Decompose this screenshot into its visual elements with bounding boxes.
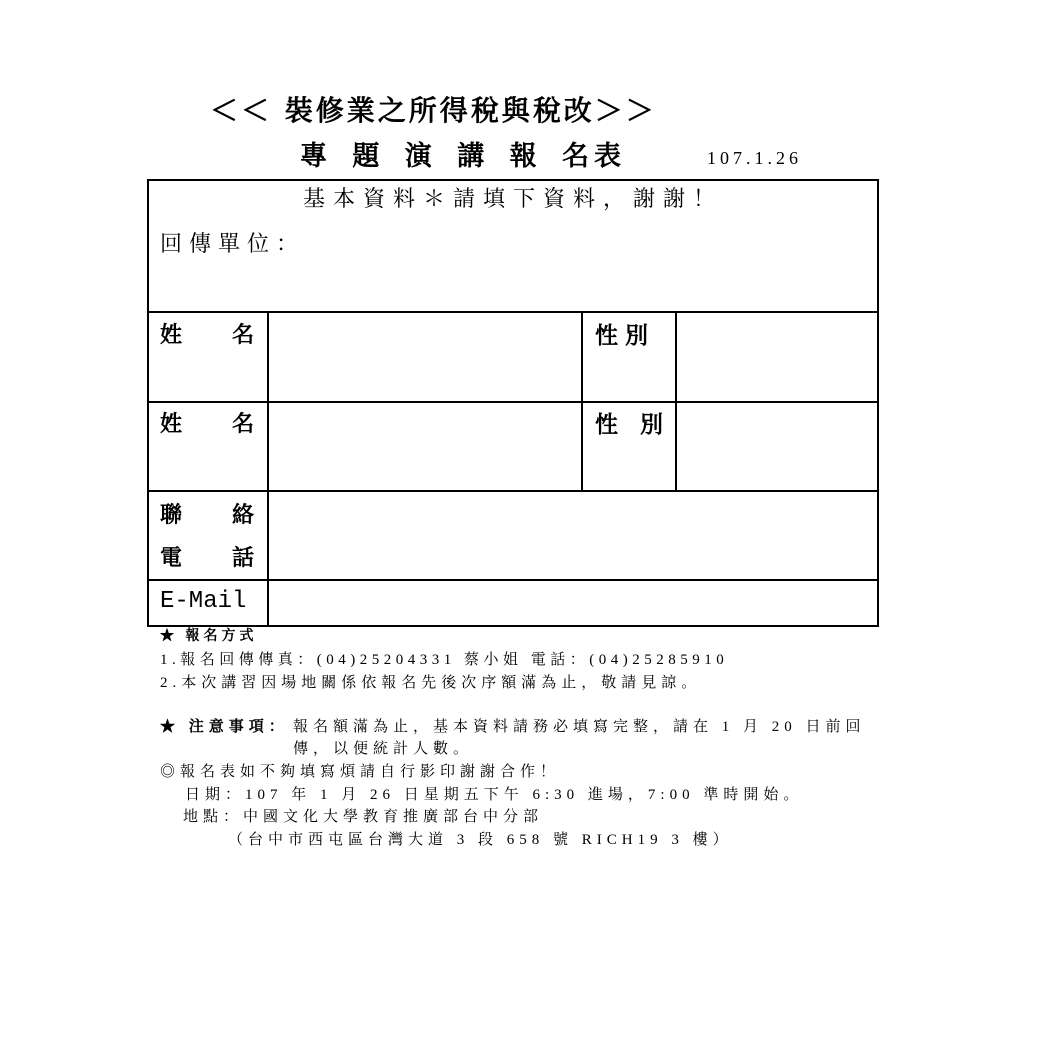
attendee-1-gender-field bbox=[677, 313, 879, 403]
form-date: 107.1.26 bbox=[707, 148, 802, 168]
page-title: ＜＜ 裝修業之所得稅與稅改＞＞ bbox=[210, 94, 657, 127]
notice-text-line-1: 報名額滿為止，基本資料請務必填寫完整，請在 1 月 20 日前回 bbox=[293, 719, 866, 735]
registration-method-heading: ★ 報名方式 bbox=[160, 629, 258, 644]
event-address-line: （台中市西屯區台灣大道 3 段 658 號 RICH19 3 樓） bbox=[228, 832, 733, 848]
attendee-2-gender-field bbox=[677, 403, 879, 492]
email-label-cell bbox=[149, 581, 269, 627]
return-unit-label: 回傳單位： bbox=[160, 232, 306, 257]
attendee-2-name-label-cell bbox=[149, 403, 269, 492]
notice-label: ★ 注意事項： bbox=[160, 719, 289, 735]
attendee-2-gender-label: 性 別 bbox=[595, 411, 671, 438]
notice-text-line-2: 傳，以便統計人數。 bbox=[293, 741, 474, 757]
contact-phone-label-line-2: 電 話 bbox=[160, 545, 257, 571]
email-label: E-Mail bbox=[160, 588, 247, 615]
contact-phone-label-cell bbox=[149, 492, 269, 581]
attendee-2-name-label: 姓 名 bbox=[160, 411, 257, 437]
attendee-2-gender-label-cell bbox=[583, 403, 677, 492]
attendee-1-gender-label: 性別 bbox=[595, 322, 655, 349]
contact-phone-field bbox=[269, 492, 879, 581]
attendee-1-name-label-cell bbox=[149, 313, 269, 403]
form-subtitle: 專 題 演 講 報 名表 bbox=[300, 141, 626, 172]
email-field bbox=[269, 581, 879, 627]
attendee-1-name-label: 姓 名 bbox=[160, 322, 257, 348]
attendee-2-name-field bbox=[269, 403, 583, 492]
contact-phone-label-line-1: 聯 絡 bbox=[160, 502, 257, 528]
event-venue-line: 地點：中國文化大學教育推廣部台中分部 bbox=[183, 809, 544, 825]
basic-info-cell bbox=[149, 181, 879, 313]
copy-form-note: ◎報名表如不夠填寫煩請自行影印謝謝合作！ bbox=[160, 764, 561, 780]
attendee-1-name-field bbox=[269, 313, 583, 403]
event-date-line: 日期：107 年 1 月 26 日星期五下午 6:30 進場，7:00 準時開始。 bbox=[185, 787, 804, 803]
registration-form-table bbox=[147, 179, 879, 627]
attendee-1-gender-label-cell bbox=[583, 313, 677, 403]
registration-method-item-2: 2.本次講習因場地關係依報名先後次序額滿為止，敬請見諒。 bbox=[160, 675, 702, 691]
basic-info-instruction: 基本資料＊請填下資料，謝謝！ bbox=[302, 187, 723, 212]
registration-method-item-1: 1.報名回傳傳真：(04)25204331 蔡小姐 電話：(04)25285910 bbox=[160, 652, 729, 668]
